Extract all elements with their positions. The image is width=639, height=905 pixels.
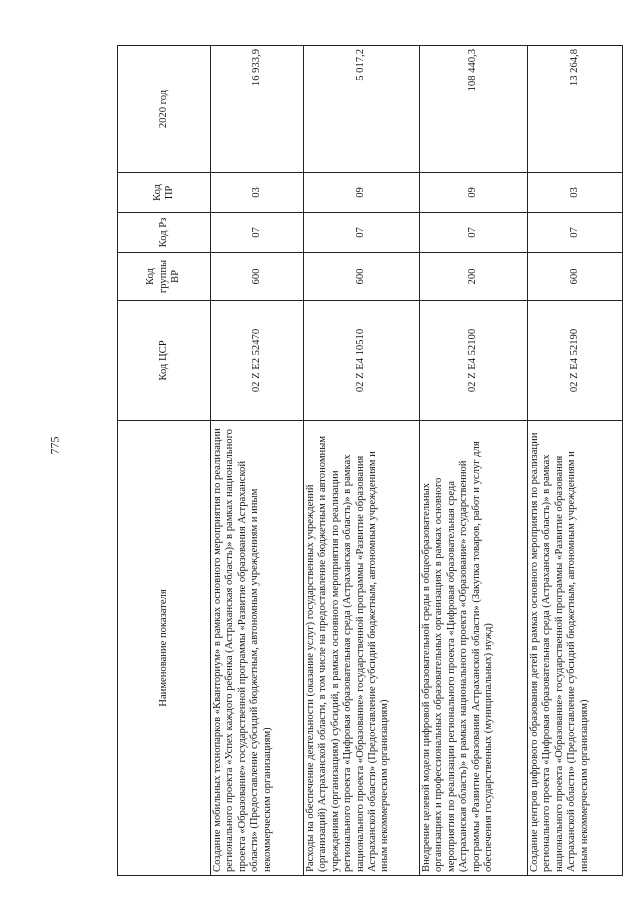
row-csr: 02 Z E4 10510 — [304, 301, 420, 421]
row-vr: 600 — [528, 253, 623, 301]
header-year: 2020 год — [118, 46, 211, 173]
row-csr: 02 Z E4 52190 — [528, 301, 623, 421]
page-number: 775 — [47, 436, 62, 455]
row-pr: 09 — [304, 173, 420, 213]
row-name: Внедрение целевой модели цифровой образовательной среды в общеобразовательных организациях и профессиональных образовательных организациях в рамках основного мероприятия по реализации регионального проекта «Цифровая образовательная среда (Астраханская область)» в рамках национального проекта «Образование» государственной программы «Развитие образования Астраханской области» (Закупка товаров, работ и услуг для обеспечения государственных (муниципальных) нужд) — [420, 421, 528, 876]
row-csr: 02 Z E2 52470 — [211, 301, 304, 421]
rotated-table-wrapper — [117, 46, 622, 876]
table-row — [304, 46, 420, 876]
row-pr: 03 — [211, 173, 304, 213]
row-name: Расходы на обеспечение деятельности (оказание услуг) государственных учреждений (организаций) Астраханской области, в том числе на предоставление бюджетным и автономным учреждениям (организациям) субсидий, в рамках основного мероприятия по реализации регионального проекта «Цифровая образовательная среда (Астраханская область)» в рамках национального проекта «Образование» государственной программы «Развитие образования Астраханской области» (Предоставление субсидий бюджетным, автономным учреждениям и иным некоммерческим организациям) — [304, 421, 420, 876]
row-amount: 5 017,2 — [304, 46, 420, 173]
row-vr: 600 — [304, 253, 420, 301]
row-vr: 600 — [211, 253, 304, 301]
row-csr: 02 Z E4 52100 — [420, 301, 528, 421]
header-csr: Код ЦСР — [118, 301, 211, 421]
row-pr: 09 — [420, 173, 528, 213]
header-rz: Код Рз — [118, 213, 211, 253]
row-rz: 07 — [211, 213, 304, 253]
header-pr: Код ПР — [118, 173, 211, 213]
row-pr: 03 — [528, 173, 623, 213]
row-rz: 07 — [304, 213, 420, 253]
header-name: Наименование показателя — [118, 421, 211, 876]
header-vr: Код группы ВР — [118, 253, 211, 301]
row-rz: 07 — [528, 213, 623, 253]
row-amount: 13 264,8 — [528, 46, 623, 173]
row-amount: 108 440,3 — [420, 46, 528, 173]
row-amount: 16 933,9 — [211, 46, 304, 173]
table-row — [420, 46, 528, 876]
table-row — [528, 46, 623, 876]
budget-table — [117, 45, 623, 876]
row-name: Создание мобильных технопарков «Кванториум» в рамках основного мероприятия по реализации регионального проекта «Успех каждого ребенка (Астраханская область)» в рамках национального проекта «Образование» государственной программы «Развитие образования Астраханской области» (Предоставление субсидий бюджетным, автономным учреждениям и иным некоммерческим организациям) — [211, 421, 304, 876]
row-name: Создание центров цифрового образования детей в рамках основного мероприятия по реализации регионального проекта «Цифровая образовательная среда (Астраханская область)» в рамках национального проекта «Образование» государственной программы «Развитие образования Астраханской области» (Предоставление субсидий бюджетным, автономным учреждениям и иным некоммерческим организациям) — [528, 421, 623, 876]
row-rz: 07 — [420, 213, 528, 253]
table-header-row — [118, 46, 211, 876]
table-row — [211, 46, 304, 876]
row-vr: 200 — [420, 253, 528, 301]
